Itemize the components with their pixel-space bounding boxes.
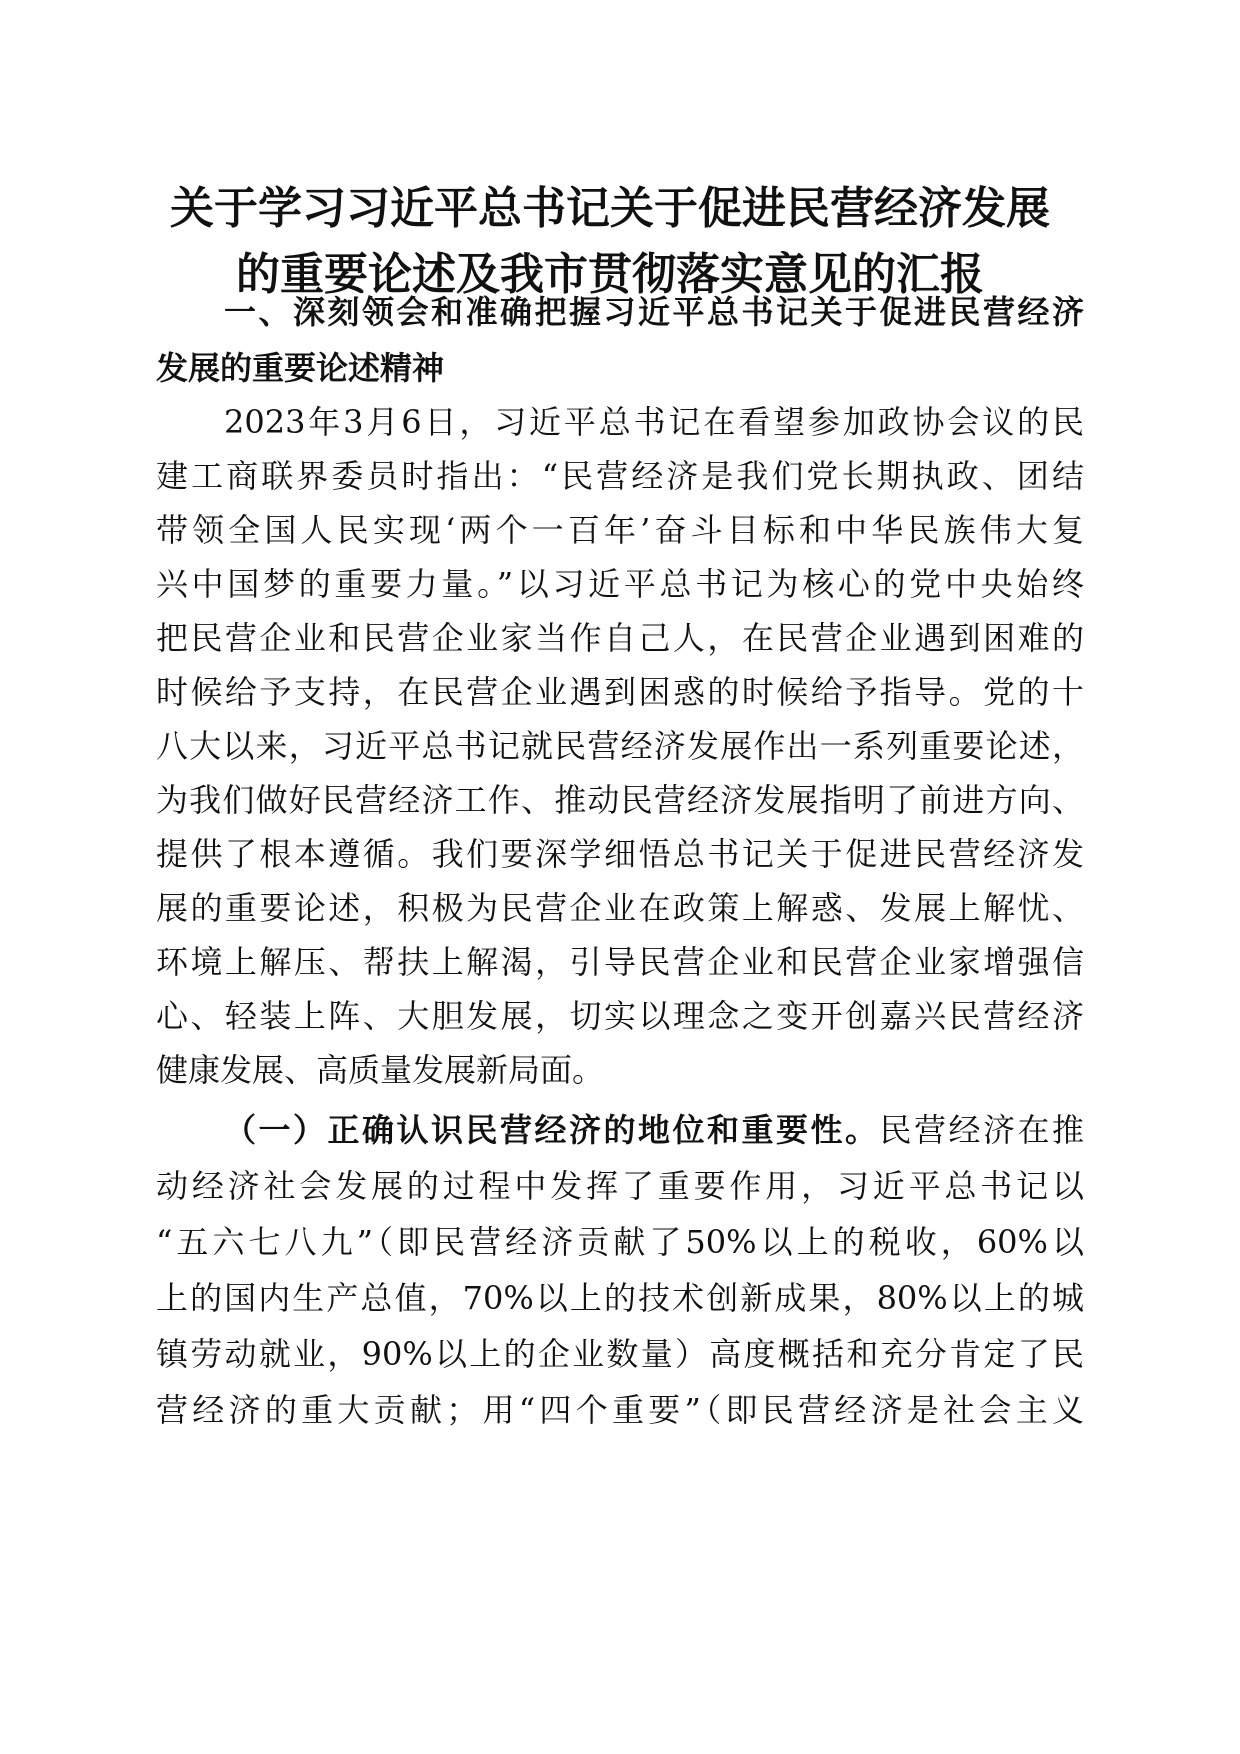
paragraph-line: 镇劳动就业，90%以上的企业数量）高度概括和充分肯定了民 [156, 1335, 1084, 1373]
paragraph-line: 时候给予支持，在民营企业遇到困惑的时候给予指导。党的十 [156, 673, 1084, 711]
paragraph-line: 动经济社会发展的过程中发挥了重要作用，习近平总书记以 [156, 1167, 1084, 1205]
paragraph-line: 健康发展、高质量发展新局面。 [156, 1051, 605, 1089]
paragraph-line: 建工商联界委员时指出：“民营经济是我们党长期执政、团结 [156, 457, 1084, 495]
section-heading-line-1: 一、深刻领会和准确把握习近平总书记关于促进民营经济 [224, 293, 1084, 331]
paragraph-line: 心、轻装上阵、大胆发展，切实以理念之变开创嘉兴民营经济 [156, 997, 1084, 1035]
paragraph-line: 环境上解压、帮扶上解渴，引导民营企业和民营企业家增强信 [156, 943, 1084, 981]
paragraph-line: 上的国内生产总值，70%以上的技术创新成果，80%以上的城 [156, 1279, 1084, 1317]
subsection-heading: （一）正确认识民营经济的地位和重要性。 [224, 1111, 880, 1149]
paragraph-line: 兴中国梦的重要力量。”以习近平总书记为核心的党中央始终 [156, 565, 1084, 603]
section-heading-line-2: 发展的重要论述精神 [156, 349, 445, 387]
paragraph-line: 营经济的重大贡献；用“四个重要”（即民营经济是社会主义 [156, 1391, 1084, 1429]
paragraph-line: “五六七八九”（即民营经济贡献了50%以上的税收，60%以 [156, 1223, 1084, 1261]
subsection-first-line [224, 1100, 1084, 1160]
document-title-line-2: 的重要论述及我市贯彻落实意见的汇报 [236, 249, 984, 300]
paragraph-line: 为我们做好民营经济工作、推动民营经济发展指明了前进方向、 [156, 781, 1084, 819]
paragraph-line: 提供了根本遵循。我们要深学细悟总书记关于促进民营经济发 [156, 835, 1084, 873]
paragraph-line: 带领全国人民实现‘两个一百年’奋斗目标和中华民族伟大复 [156, 511, 1084, 549]
paragraph-line: 展的重要论述，积极为民营企业在政策上解惑、发展上解忧、 [156, 889, 1084, 927]
document-title-line-1: 关于学习习近平总书记关于促进民营经济发展 [170, 183, 1050, 234]
paragraph-line: 八大以来，习近平总书记就民营经济发展作出一系列重要论述， [156, 727, 1084, 765]
paragraph-line: 2023年3月6日，习近平总书记在看望参加政协会议的民 [224, 403, 1084, 441]
paragraph-line: 把民营企业和民营企业家当作自己人，在民营企业遇到困难的 [156, 619, 1084, 657]
subsection-line-rest: 民营经济在推 [879, 1111, 1084, 1149]
